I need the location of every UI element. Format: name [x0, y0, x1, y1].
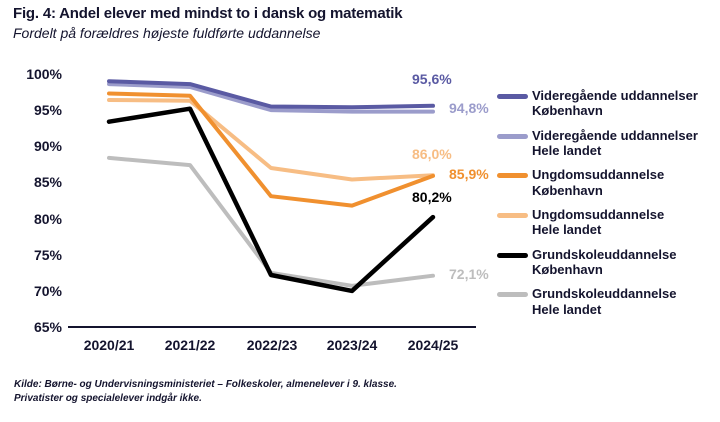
legend-item-grundskole-kbh [497, 247, 717, 278]
source-note-line2: Privatister og specialelever indgår ikke. [14, 393, 202, 404]
x-tick-label: 2024/25 [407, 337, 459, 353]
legend-line-swatch [497, 253, 528, 258]
value-label-grundskole-land: 72,1% [449, 266, 489, 282]
chart-subtitle: Fordelt på forældres højeste fuldførte uddannelse [13, 25, 321, 41]
legend-series-region: Hele landet [532, 301, 602, 317]
legend-item-ungdom-land [497, 207, 717, 238]
legend-line-swatch [497, 134, 528, 139]
series-line [109, 81, 433, 107]
y-tick-label: 75% [33, 247, 62, 263]
x-tick-label: 2021/22 [164, 337, 216, 353]
legend-line-swatch [497, 173, 528, 178]
x-tick-label: 2023/24 [326, 337, 378, 353]
series-line [109, 94, 433, 206]
legend-series-region: Hele landet [532, 222, 602, 238]
legend-item-videregaaende-kbh [497, 88, 717, 119]
source-note-line1: Kilde: Børne- og Undervisningsministeriet – Folkeskoler, almenelever i 9. klasse. [14, 379, 397, 390]
legend-item-ungdom-kbh [497, 167, 717, 198]
legend-series-region: København [532, 182, 603, 198]
y-tick-label: 70% [33, 283, 62, 299]
legend-line-swatch [497, 213, 528, 218]
series-line [109, 84, 433, 112]
chart-legend [497, 88, 717, 326]
y-tick-label: 65% [33, 319, 62, 335]
legend-series-name: Videregående uddannelser [532, 88, 698, 103]
legend-series-region: Hele landet [532, 142, 602, 158]
value-label-ungdom-land: 86,0% [412, 146, 452, 162]
series-line [109, 109, 433, 291]
legend-series-name: Grundskoleuddannelse [532, 246, 677, 262]
legend-line-swatch [497, 292, 528, 297]
legend-item-videregaaende-land [497, 128, 717, 159]
legend-series-name: Grundskoleuddannelse [532, 286, 677, 302]
series-line [109, 100, 433, 180]
chart-title: Fig. 4: Andel elever med mindst to i dansk og matematik [13, 5, 403, 22]
x-tick-label: 2020/21 [83, 337, 135, 353]
legend-series-region: København [532, 261, 603, 277]
value-label-grundskole-kbh: 80,2% [412, 189, 452, 205]
source-note [14, 378, 397, 406]
y-tick-label: 95% [33, 102, 62, 118]
x-axis-line [68, 326, 476, 328]
legend-series-name: Ungdomsuddannelse [532, 167, 665, 183]
series-line [109, 158, 433, 286]
value-label-videregaaende-land: 94,8% [449, 100, 489, 116]
y-tick-label: 85% [33, 174, 62, 190]
y-tick-label: 100% [26, 66, 62, 82]
legend-series-region: København [532, 103, 603, 119]
legend-series-name: Ungdomsuddannelse [532, 206, 665, 222]
legend-item-grundskole-land [497, 286, 717, 317]
y-tick-label: 80% [33, 211, 62, 227]
legend-line-swatch [497, 94, 528, 99]
value-label-videregaaende-kbh: 95,6% [412, 71, 452, 87]
value-label-ungdom-kbh: 85,9% [449, 166, 489, 182]
legend-series-name: Videregående uddannelser [532, 127, 698, 143]
x-tick-label: 2022/23 [246, 337, 298, 353]
y-tick-label: 90% [33, 138, 62, 154]
